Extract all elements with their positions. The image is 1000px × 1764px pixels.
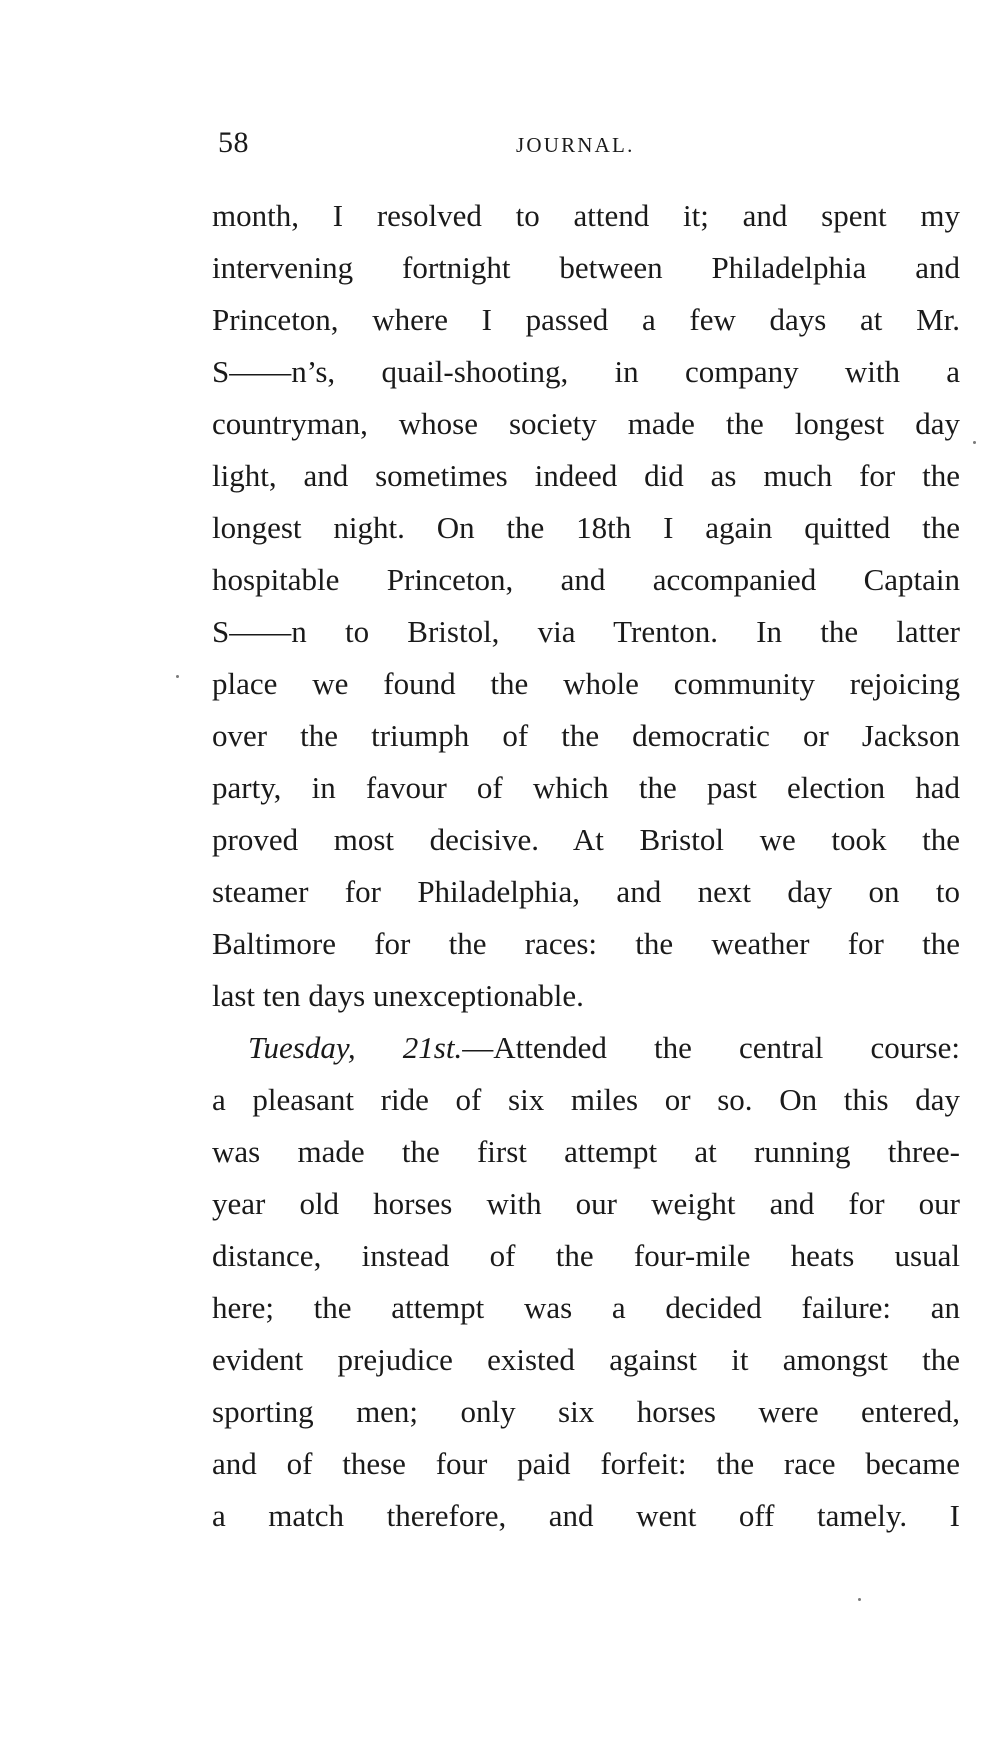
text-line-rest: —Attended the central course: xyxy=(462,1030,960,1065)
text-line: Baltimore for the races: the weather for the xyxy=(212,926,960,961)
text-line: and of these four paid forfeit: the race became xyxy=(212,1446,960,1481)
text-line: countryman, whose society made the longest day xyxy=(212,406,960,441)
text-line: longest night. On the 18th I again quitted the xyxy=(212,510,960,545)
running-head: JOURNAL. xyxy=(516,133,635,157)
date-heading: Tuesday, 21st. xyxy=(248,1030,463,1065)
text-line: S——n’s, quail-shooting, in company with a xyxy=(212,354,960,389)
text-line: hospitable Princeton, and accompanied Captain xyxy=(212,562,960,597)
text-line: was made the first attempt at running three- xyxy=(212,1134,960,1169)
text-line: proved most decisive. At Bristol we took the xyxy=(212,822,960,857)
text-line: year old horses with our weight and for our xyxy=(212,1186,960,1221)
text-line: a match therefore, and went off tamely. I xyxy=(212,1498,960,1533)
text-line: intervening fortnight between Philadelphia and xyxy=(212,250,960,285)
text-line: evident prejudice existed against it amongst the xyxy=(212,1342,960,1377)
paper-speck xyxy=(973,441,976,444)
text-line: here; the attempt was a decided failure: an xyxy=(212,1290,960,1325)
text-line: steamer for Philadelphia, and next day on to xyxy=(212,874,960,909)
text-line: party, in favour of which the past election had xyxy=(212,770,960,805)
text-line: month, I resolved to attend it; and spent my xyxy=(212,198,960,233)
text-line: sporting men; only six horses were entered, xyxy=(212,1394,960,1429)
text-line: light, and sometimes indeed did as much for the xyxy=(212,458,960,493)
text-line: place we found the whole community rejoicing xyxy=(212,666,960,701)
paper-speck xyxy=(176,675,179,678)
text-line: distance, instead of the four-mile heats usual xyxy=(212,1238,960,1273)
paragraph-2 xyxy=(212,1022,960,1542)
text-line: over the triumph of the democratic or Jackson xyxy=(212,718,960,753)
text-line: last ten days unexceptionable. xyxy=(212,978,584,1013)
text-line-first xyxy=(212,1022,960,1074)
text-line: a pleasant ride of six miles or so. On this day xyxy=(212,1082,960,1117)
text-line: S——n to Bristol, via Trenton. In the latter xyxy=(212,614,960,649)
body-text xyxy=(212,190,960,1542)
page-number: 58 xyxy=(218,126,249,159)
paragraph-1 xyxy=(212,190,960,1022)
paper-speck xyxy=(858,1598,861,1601)
text-line: Princeton, where I passed a few days at Mr. xyxy=(212,302,960,337)
page-header xyxy=(218,126,956,166)
